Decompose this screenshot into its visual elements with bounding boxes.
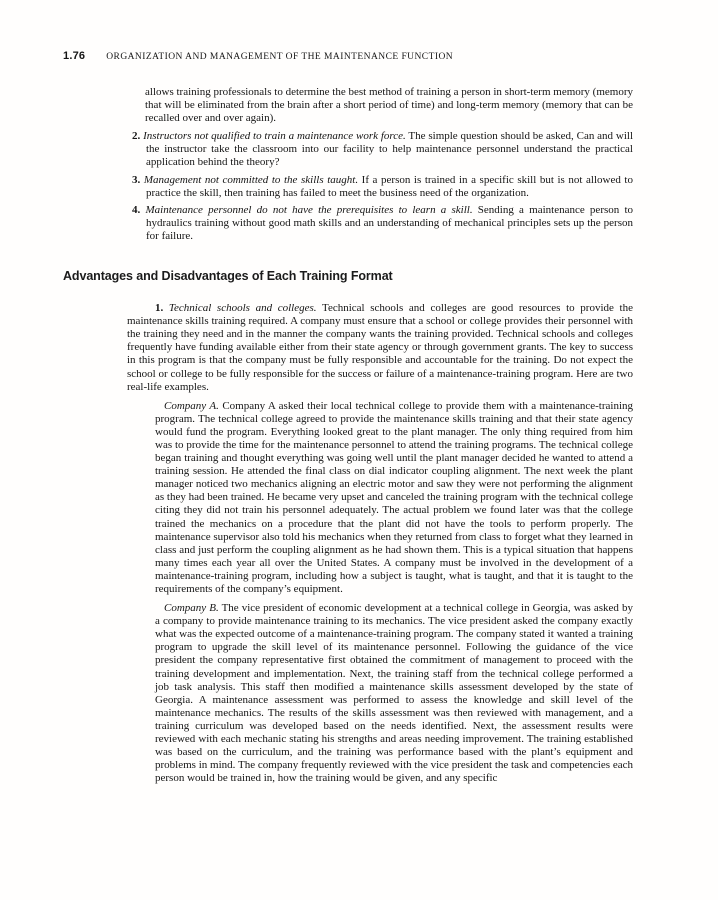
list-item bbox=[132, 174, 633, 200]
item-body: Sending a maintenance person to hydraulics training without good math skills and an understanding of mechanical principles sets up the person for failure. bbox=[146, 203, 634, 242]
intro-text: allows training professionals to determine the best method of training a person in short-term memory (memory that will be eliminated from the brain after a short period of time) and long-term memory (memory that can be recalled over and over again). bbox=[145, 86, 633, 125]
numbered-paragraph bbox=[127, 302, 633, 394]
item-lead: Maintenance personnel do not have the prerequisites to learn a skill. bbox=[145, 203, 473, 216]
example-body: Company A asked their local technical college to provide them with a maintenance-training program. The technical college agreed to provide the maintenance skills training and that their state agency would fund the program. Everything looked great to the plant manager. The only thing required from him was to provide the time for the maintenance personnel to attend the training programs. The technical college began training and thought everything was going well until the plant manager decided he wanted to attend a training session. He attended the final class on dial indicator coupling alignment. The next week the plant manager noticed two mechanics aligning an electric motor and saw they were not performing the alignment as they had been trained. He became very upset and canceled the training program with the technical college citing they did not train his personnel adequately. The actual problem we found later was that the college trained the mechanics on a procedure that the plant did not have the tools to perform properly. The maintenance supervisor also told his mechanics when they returned from class to forget what they learned in class and just perform the coupling alignment as he had shown them. This is a typical situation that happens many times each year all over the United States. A company must be involved in the development of a maintenance-training program, including how a subject is taught, what is taught, and that it is taught to the requirements of the company’s equipment. bbox=[155, 399, 634, 595]
paragraph-body: Technical schools and colleges are good resources to provide the maintenance skills training required. A company must ensure that a school or college provides their personnel with the training they need and in the manner the company wants the training provided. Technical schools and colleges frequently have funding available either from their state agency or through government grants. The key to success in this program is that the company must be fully responsible and accountable for the training. Do not expect the school or college to be fully responsible for the success or failure of a maintenance-training program. Here are two real-life examples. bbox=[127, 302, 633, 393]
item-body: If a person is trained in a specific skill but is not allowed to practice the skill, then training has failed to meet the business need of the organization. bbox=[146, 173, 633, 199]
item-body: The simple question should be asked, Can and will the instructor take the classroom into our facility to help maintenance personnel understand the practical application behind the theory? bbox=[146, 130, 634, 169]
paragraph-lead: Technical schools and colleges. bbox=[168, 302, 317, 315]
example-lead: Company A. bbox=[164, 399, 219, 412]
running-head-title: ORGANIZATION AND MANAGEMENT OF THE MAINTENANCE FUNCTION bbox=[106, 52, 454, 62]
item-number: 3. bbox=[132, 173, 141, 186]
item-lead: Management not committed to the skills taught. bbox=[143, 173, 359, 186]
page-number: 1.76 bbox=[63, 50, 86, 62]
list-item bbox=[132, 204, 633, 243]
intro-continuation-paragraph bbox=[145, 86, 633, 125]
item-lead: Instructors not qualified to train a maintenance work force. bbox=[143, 130, 406, 143]
example-body: The vice president of economic development at a technical college in Georgia, was asked by a company to provide maintenance training to its mechanics. The vice president asked the company exactly what was the expected outcome of a maintenance-training program. The company stated it wanted a training program to upgrade the skill level of its maintenance personnel. Following the guidance of the vice president the company representative first obtained the commitment of management to proceed with the training development and implementation. Next, the training staff from the technical college performed a job task analysis. This staff then modified a maintenance skills assessment developed by the state of Georgia. A maintenance assessment was performed to assess the knowledge and skill level of the maintenance mechanics. The results of the skills assessment was then reviewed with management, and a training curriculum was developed based on the needs identified. Next, the assessment results were reviewed with each mechanic stating his strengths and areas needing improvement. The training established was based on the curriculum, and the training was performance based with the plant’s equipment and problems in mind. The company frequently reviewed with the vice president the task and competencies each person would be trained in, how the training would be given, and any specific bbox=[155, 602, 633, 785]
numbered-list bbox=[132, 130, 633, 243]
running-header bbox=[63, 50, 633, 62]
example-paragraph-company-a bbox=[155, 400, 633, 596]
example-paragraph-company-b bbox=[155, 602, 633, 785]
page-content bbox=[63, 0, 633, 785]
paragraph-number: 1. bbox=[155, 302, 164, 315]
section-heading: Advantages and Disadvantages of Each Training Format bbox=[63, 269, 393, 284]
example-lead: Company B. bbox=[164, 602, 219, 615]
item-number: 2. bbox=[132, 130, 141, 143]
item-number: 4. bbox=[132, 203, 141, 216]
list-item bbox=[132, 130, 633, 169]
